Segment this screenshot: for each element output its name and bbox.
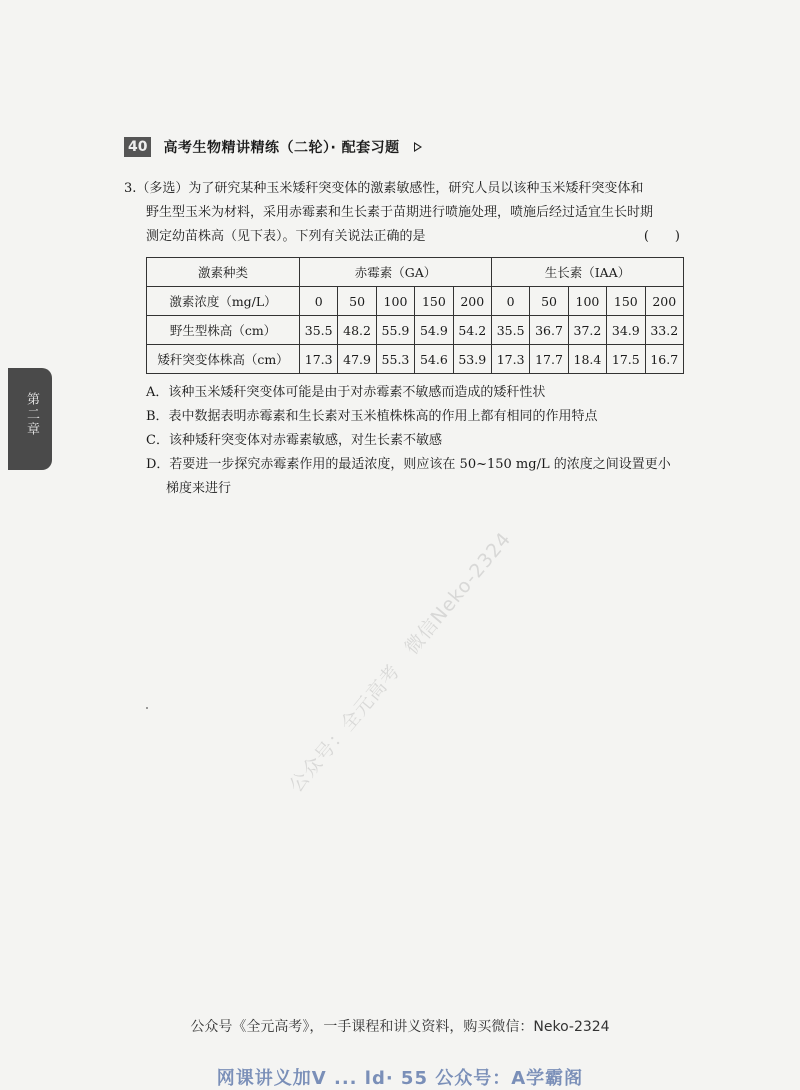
answer-bracket: ( ) [643,229,680,244]
table-cell: 47.9 [338,345,376,374]
question-line-3-text: 测定幼苗株高（见下表）。下列有关说法正确的是 [146,229,426,244]
iaa-label: 生长素（IAA） [491,258,683,287]
table-cell: 34.9 [607,316,645,345]
table-cell: 33.2 [645,316,683,345]
table-cell: 100 [376,287,414,316]
table-cell: 100 [568,287,606,316]
footer-text: 公众号《全元高考》，一手课程和讲义资料，购买微信：Neko-2324 [190,1019,610,1035]
table-cell: 0 [491,287,529,316]
table-cell: 200 [453,287,491,316]
table-cell: 150 [415,287,453,316]
table-cell: 18.4 [568,345,606,374]
conc-label: 激素浓度（mg/L） [147,287,300,316]
table-row-mutant [147,345,684,374]
table-cell: 50 [530,287,568,316]
table-cell: 36.7 [530,316,568,345]
question-line-3 [124,225,694,249]
ga-label: 赤霉素（GA） [300,258,492,287]
hormone-label: 激素种类 [147,258,300,287]
question-line-2: 野生型玉米为材料，采用赤霉素和生长素于苗期进行喷施处理，喷施后经过适宜生长时期 [146,205,654,220]
option-a: A．该种玉米矮秆突变体可能是由于对赤霉素不敏感而造成的矮秆性状 [146,385,546,400]
table-cell: 150 [607,287,645,316]
option-c: C．该种矮秆突变体对赤霉素敏感，对生长素不敏感 [146,433,442,448]
option-b: B．表中数据表明赤霉素和生长素对玉米植株株高的作用上都有相同的作用特点 [146,409,598,424]
table-cell: 200 [645,287,683,316]
table-cell: 55.3 [376,345,414,374]
table-cell: 48.2 [338,316,376,345]
question-line-1: 3.（多选）为了研究某种玉米矮秆突变体的激素敏感性，研究人员以该种玉米矮秆突变体和 [124,181,644,196]
chapter-side-tab [8,368,52,470]
option-d-continued: 梯度来进行 [166,481,232,496]
speck-mark [146,707,148,709]
footer-banner-text: 网课讲义加V ... ld· 55 公众号：A学霸阁 [216,1068,584,1089]
wild-label: 野生型株高（cm） [147,316,300,345]
page-number: 40 [124,137,151,157]
table-cell: 53.9 [453,345,491,374]
header-title: 高考生物精讲精练（二轮）· 配套习题 [163,140,400,156]
table-row-wild [147,316,684,345]
table-cell: 17.7 [530,345,568,374]
table-row-concentration [147,287,684,316]
play-arrow-icon [414,142,422,152]
table-cell: 17.3 [491,345,529,374]
table-cell: 35.5 [491,316,529,345]
table-cell: 50 [338,287,376,316]
option-d: D．若要进一步探究赤霉素作用的最适浓度，则应该在 50~150 mg/L 的浓度之间设置更小 [146,457,671,472]
table-cell: 0 [300,287,338,316]
mutant-label: 矮秆突变体株高（cm） [147,345,300,374]
table-cell: 16.7 [645,345,683,374]
table-cell: 54.6 [415,345,453,374]
table-cell: 35.5 [300,316,338,345]
table-cell: 54.9 [415,316,453,345]
table-cell: 17.3 [300,345,338,374]
data-table [146,257,684,374]
answer-options [146,381,706,501]
page-header [124,137,422,157]
table-cell: 55.9 [376,316,414,345]
chapter-label: 第二章 [24,392,39,437]
table-cell: 54.2 [453,316,491,345]
table-row-hormone [147,258,684,287]
watermark-text: 公众号：全元高考 微信Neko-2324 [285,527,516,797]
question-stem [124,177,694,249]
table-cell: 37.2 [568,316,606,345]
table-cell: 17.5 [607,345,645,374]
